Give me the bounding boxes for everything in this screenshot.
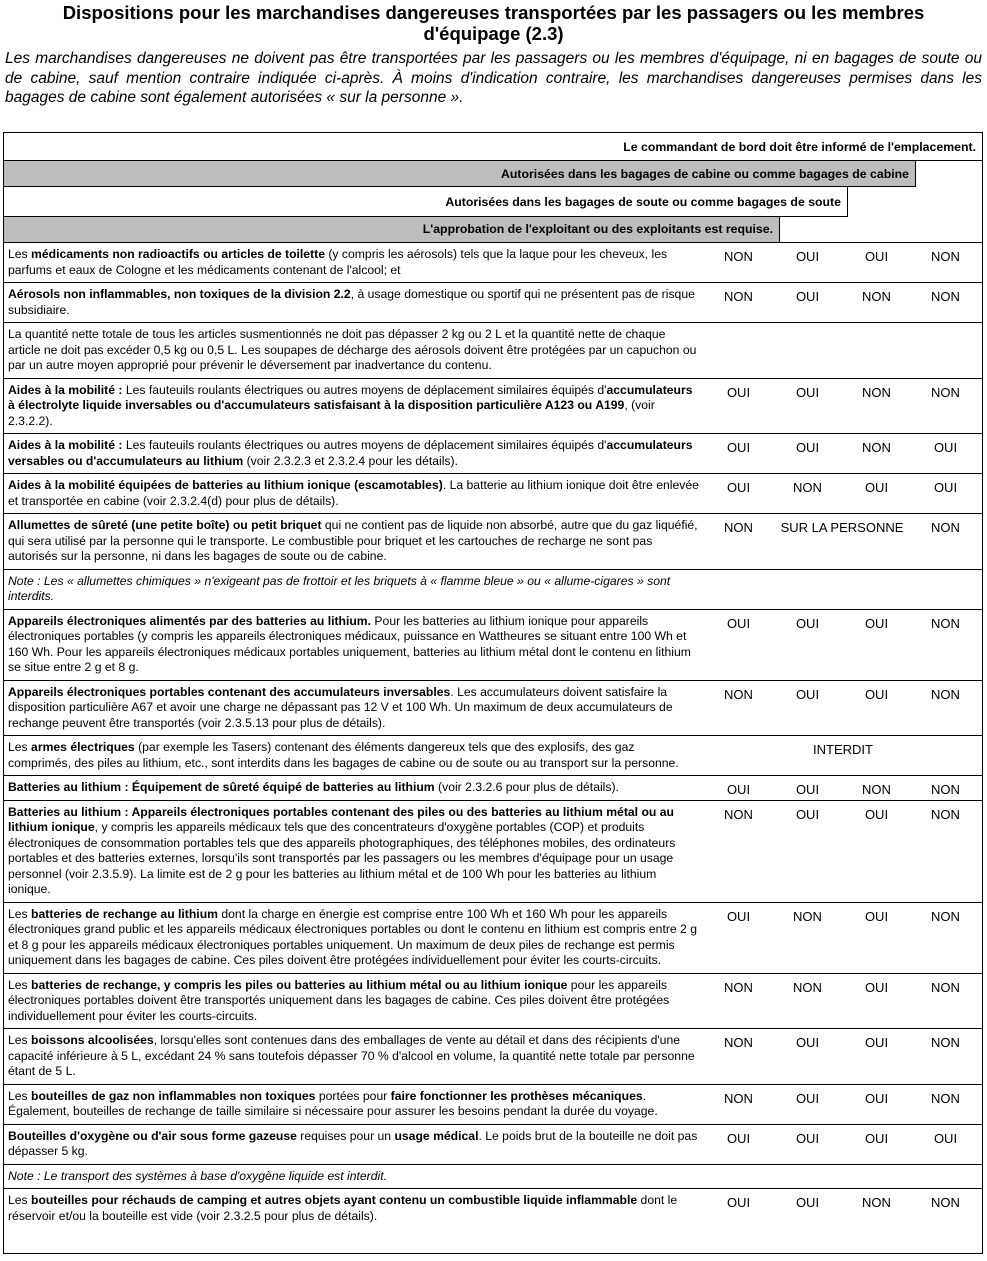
value-cell: NON (724, 806, 753, 822)
description-fragment: Les (8, 740, 32, 754)
table-row (4, 903, 982, 974)
value-cell: OUI (795, 440, 820, 455)
row-description (4, 681, 704, 736)
description-fragment: Les fauteuils roulants électriques ou autres moyens de déplacement similaires équipés d' (122, 438, 607, 452)
description-fragment: Les (8, 906, 32, 921)
description-fragment: Bouteilles d'oxygène ou d'air sous forme gazeuse (8, 1128, 297, 1143)
row-description (4, 610, 704, 680)
row-description (4, 776, 704, 800)
description-fragment: accumulateurs versables ou d'accumulateurs au lithium (8, 438, 693, 468)
row-description (4, 801, 704, 902)
header-captain: Le commandant de bord doit être informé de l'emplacement. (4, 133, 982, 161)
table-row (4, 323, 982, 379)
description-fragment: Appareils électroniques portables contenant des accumulateurs inversables (8, 684, 451, 699)
description-fragment: pour les appareils électroniques portables doivent être transportés uniquement dans les bagages de cabine. Ces piles doivent être protégées individuellement pour éviter les courts-circuits. (8, 977, 670, 1023)
value-cell: NON (862, 289, 891, 304)
value-cell (842, 1165, 911, 1189)
row-description (4, 474, 704, 513)
value-cell: OUI (864, 1035, 889, 1050)
value-cell: OUI (795, 806, 820, 822)
dangerous-goods-table (3, 132, 983, 1254)
description-fragment: La quantité nette totale de tous les articles susmentionnés ne doit pas dépasser 2 kg ou 2 L et la quantité nette de chaque article ne doit pas excéder 0,5 kg ou 0,5 L. Les soupapes de décharge des aérosols doivent être protégées par un capuchon ou par un autre moyen approprié pour prévenir le déversement par inadvertance du contenu. (8, 327, 697, 372)
value-cell: OUI (864, 1130, 889, 1146)
description-fragment: . La batterie au lithium ionique doit être enlevée et transportée en cabine (voir 2.3.2.4(d) pour plus de détails). (8, 478, 699, 508)
description-fragment: (voir 2.3.2.6 pour plus de détails). (434, 780, 619, 794)
description-fragment: requises pour un (296, 1128, 395, 1143)
description-fragment: bouteilles pour réchauds de camping et autres objets ayant contenu un combustible liquide inflammable (31, 1193, 638, 1207)
description-fragment: . Le poids brut de la bouteille ne doit pas dépasser 5 kg. (8, 1128, 698, 1158)
value-cell (773, 1165, 842, 1189)
value-cell: NON (793, 480, 822, 495)
row-description (4, 283, 704, 322)
row-description (4, 1189, 704, 1228)
value-cell: OUI (726, 440, 751, 455)
value-cell: OUI (795, 249, 820, 264)
value-cell (911, 570, 980, 609)
description-fragment: Les fauteuils roulants électriques ou autres moyens de déplacement similaires équipés d' (122, 382, 607, 397)
row-description (4, 323, 704, 378)
table-row (4, 681, 982, 737)
value-cell: NON (724, 1090, 753, 1106)
value-cell: NON (931, 686, 960, 702)
row-description (4, 736, 704, 775)
value-cell: NON (724, 289, 753, 304)
description-fragment: . Les accumulateurs doivent satisfaire la disposition particulière A67 et avoir une charge ne dépassant pas 12 V et 100 Wh. Un maximum de deux accumulateurs de rechange peuvent être transportés (voir 2.3.5.13 pour plus de détails). (8, 684, 673, 730)
table-row (4, 1085, 982, 1125)
value-cell: OUI (726, 480, 751, 495)
description-fragment: Note : Les « allumettes chimiques » n'exigeant pas de frottoir et les briquets à « flamme bleue » ou « allume-cigares » sont interdits. (8, 573, 671, 603)
value-cell: OUI (795, 1130, 820, 1146)
table-row (4, 570, 982, 610)
value-cell: NON (724, 520, 753, 535)
value-cell: OUI (864, 979, 889, 995)
description-fragment: Aides à la mobilité équipées de batteries au lithium ionique (escamotables) (8, 478, 443, 492)
description-fragment: Aides à la mobilité : (8, 438, 123, 452)
description-fragment: bouteilles de gaz non inflammables non toxiques (31, 1088, 316, 1103)
value-cell: SUR LA PERSONNE (780, 520, 904, 535)
intro-text: Les marchandises dangereuses ne doivent pas être transportées par les passagers ou les membres d'équipage, ni en bagages de soute ou de cabine, sauf mention contraire indiquée ci-après. À moins d'indication contraire, les marchandises dangereuses permises dans les bagages de cabine sont également autorisées « sur la personne ». (5, 50, 982, 106)
value-cell: OUI (864, 686, 889, 702)
value-cell (704, 1165, 773, 1189)
row-description (4, 1125, 704, 1164)
value-cell: INTERDIT (813, 742, 873, 757)
description-fragment: Batteries au lithium : Équipement de sûreté équipé de batteries au lithium (8, 780, 435, 794)
value-cell: OUI (795, 1195, 820, 1210)
table-body (4, 242, 982, 1228)
row-description (4, 1029, 704, 1084)
value-cell: OUI (864, 249, 889, 264)
page-title: Dispositions pour les marchandises dangereuses transportées par les passagers ou les membres d'équipage (2.3) (62, 2, 925, 44)
value-cell: NON (931, 249, 960, 264)
description-fragment: (par exemple les Tasers) contenant des éléments dangereux tels que des explosifs, des gaz comprimés, des piles au lithium, etc., sont interdits dans les bagages de cabine ou de soute ou au transport sur la personne. (8, 740, 679, 770)
value-cell: NON (931, 979, 960, 995)
value-cell: OUI (726, 782, 751, 797)
table-row (4, 801, 982, 903)
value-cell: OUI (795, 782, 820, 797)
value-cell: OUI (864, 908, 889, 924)
description-fragment: faire fonctionner les prothèses mécaniques (390, 1088, 643, 1103)
value-cell: NON (862, 440, 891, 455)
description-fragment: , lorsqu'elles sont contenues dans des emballages de vente au détail et dans des récipients d'une capacité inférieure à 5 L, excédant 24 % sans toutefois dépasser 70 % d'alcool en volume, la quantité nette totale par personne étant de 5 L. (8, 1033, 695, 1078)
value-cell: NON (931, 289, 960, 304)
value-cell: OUI (864, 806, 889, 822)
description-fragment: batteries de rechange au lithium (31, 906, 218, 921)
value-cell: OUI (864, 615, 889, 631)
description-fragment: Les (8, 1033, 32, 1047)
table-row (4, 283, 982, 323)
description-fragment: Aides à la mobilité : (8, 382, 123, 397)
description-fragment: Les (8, 247, 32, 261)
table-row (4, 610, 982, 681)
table-row (4, 434, 982, 474)
value-cell: OUI (726, 1195, 751, 1210)
description-fragment: , à usage domestique ou sportif qui ne présentent pas de risque subsidiaire. (8, 287, 695, 317)
value-cell (704, 570, 773, 609)
description-fragment: armes électriques (31, 740, 135, 754)
value-cell: OUI (726, 384, 751, 400)
description-fragment: dont le réservoir et/ou la bouteille est vide (voir 2.3.2.5 pour plus de détails). (8, 1193, 678, 1223)
description-fragment: Les (8, 1088, 32, 1103)
value-cell: NON (793, 979, 822, 995)
description-fragment: dont la charge en énergie est comprise entre 100 Wh et 160 Wh pour les appareils électroniques grand public et les appareils médicaux électroniques portables ou dont le contenu en lithium est compris entre 2 g et 8 g pour les appareils médicaux électroniques portables uniquement. Un maximum de deux piles de rechange est permis uniquement dans les bagages de cabine. Ces piles doivent être protégées individuellement pour éviter les courts-circuits. (8, 906, 697, 967)
value-cell: NON (931, 782, 960, 797)
description-fragment: médicaments non radioactifs ou articles de toilette (31, 247, 325, 261)
header-cabin: Autorisées dans les bagages de cabine ou comme bagages de cabine (4, 161, 916, 187)
row-description (4, 903, 704, 973)
value-cell: OUI (864, 1090, 889, 1106)
value-cell: OUI (795, 384, 820, 400)
value-cell (911, 1165, 980, 1189)
value-cell: NON (931, 806, 960, 822)
value-cell: NON (862, 782, 891, 797)
value-cell: OUI (864, 480, 889, 495)
value-cell: NON (931, 1035, 960, 1050)
value-cell (911, 323, 980, 378)
value-cell: NON (931, 908, 960, 924)
description-fragment: Aérosols non inflammables, non toxiques de la division 2.2 (8, 287, 351, 301)
description-fragment: Appareils électroniques alimentés par des batteries au lithium. (8, 613, 372, 628)
value-cell: OUI (726, 615, 751, 631)
value-cell (704, 323, 773, 378)
row-description (4, 434, 704, 473)
value-cell: OUI (795, 1090, 820, 1106)
value-cell: NON (931, 520, 960, 535)
value-cell: NON (724, 249, 753, 264)
value-cell: NON (724, 979, 753, 995)
description-fragment: qui ne contient pas de liquide non absorbé, autre que du gaz liquéfié, qui sera utilisé par la personne qui le transporte. Le combustible pour briquet et les cartouches de recharge ne sont pas autorisés sur la personne, ni dans les bagages de soute ou de cabine. (8, 518, 698, 563)
value-cell (773, 570, 842, 609)
table-row (4, 243, 982, 283)
value-cell: OUI (933, 440, 958, 455)
table-row (4, 1029, 982, 1085)
value-cell (842, 323, 911, 378)
table-row (4, 736, 982, 776)
description-fragment: accumulateurs à électrolyte liquide inversables ou d'accumulateurs satisfaisant à la disposition particulière A123 ou A199 (8, 382, 693, 412)
table-row (4, 514, 982, 570)
row-description (4, 514, 704, 569)
row-description (4, 379, 704, 434)
value-cell: OUI (795, 615, 820, 631)
value-cell: NON (931, 1195, 960, 1210)
value-cell: NON (724, 686, 753, 702)
value-cell: NON (862, 384, 891, 400)
header-approval: L'approbation de l'exploitant ou des exploitants est requise. (4, 217, 780, 242)
value-cell: OUI (726, 1130, 751, 1146)
description-fragment: Les (8, 977, 32, 992)
description-fragment: (voir 2.3.2.3 et 2.3.2.4 pour les détails). (243, 453, 458, 468)
description-fragment: Pour les batteries au lithium ionique pour appareils électroniques portables (y compris les appareils électroniques médicaux, puissance en Wattheures se situant entre 100 Wh et 160 Wh. Pour les appareils électroniques médicaux portables uniquement, batteries au lithium métal dont le contenu en lithium se situe entre 2 g et 8 g. (8, 613, 691, 674)
table-row (4, 776, 982, 801)
description-fragment: , (voir 2.3.2.2). (8, 398, 655, 428)
description-fragment: usage médical (394, 1128, 479, 1143)
description-fragment: (y compris les aérosols) tels que la laque pour les cheveux, les parfums et eaux de Cologne et les médicaments contenant de l'alcool; et (8, 247, 668, 277)
value-cell: OUI (933, 480, 958, 495)
table-row (4, 474, 982, 514)
description-fragment: batteries de rechange, y compris les piles ou batteries au lithium métal ou au lithium ionique (31, 977, 568, 992)
table-row (4, 1125, 982, 1165)
description-fragment: boissons alcoolisées (31, 1033, 154, 1047)
value-cell: NON (724, 1035, 753, 1050)
description-fragment: Batteries au lithium : Appareils électroniques portables contenant des piles ou des batteries au lithium métal ou au lithium ionique (8, 804, 674, 834)
description-fragment: portées pour (315, 1088, 391, 1103)
table-row (4, 974, 982, 1030)
value-cell: NON (931, 1090, 960, 1106)
value-cell: OUI (795, 1035, 820, 1050)
table-row (4, 1165, 982, 1190)
value-cell: NON (931, 384, 960, 400)
value-cell: NON (931, 615, 960, 631)
row-description (4, 1085, 704, 1124)
value-cell: OUI (795, 686, 820, 702)
description-fragment: Les (8, 1193, 32, 1207)
row-description (4, 570, 704, 609)
value-cell: OUI (795, 289, 820, 304)
description-fragment: . Également, bouteilles de rechange de taille similaire si nécessaire pour assurer les besoins pendant la durée du voyage. (8, 1088, 658, 1118)
row-description (4, 974, 704, 1029)
description-fragment: , y compris les appareils médicaux tels que des concentrateurs d'oxygène portables (COP) et produits électroniques de consommation portables tels que des appareils photographiques, des téléphones mobiles, des ordinateurs portables et des batteries externes, lorsqu'ils sont transportés par les passagers ou les membres d'équipage pour un usage personnel (voir 2.3.5.9). La limite est de 2 g pour les batteries au lithium métal et de 100 Wh pour les batteries au lithium ionique. (8, 820, 676, 896)
header-checked: Autorisées dans les bagages de soute ou comme bagages de soute (4, 187, 848, 217)
value-cell: NON (862, 1195, 891, 1210)
table-row (4, 379, 982, 435)
row-description (4, 243, 704, 282)
description-fragment: Allumettes de sûreté (une petite boîte) ou petit briquet (8, 518, 322, 532)
row-description (4, 1165, 704, 1189)
table-row (4, 1189, 982, 1228)
value-cell: OUI (933, 1130, 958, 1146)
description-fragment: Note : Le transport des systèmes à base d'oxygène liquide est interdit. (8, 1168, 387, 1183)
value-cell (773, 323, 842, 378)
value-cell: OUI (726, 908, 751, 924)
value-cell (842, 570, 911, 609)
value-cell: NON (793, 908, 822, 924)
